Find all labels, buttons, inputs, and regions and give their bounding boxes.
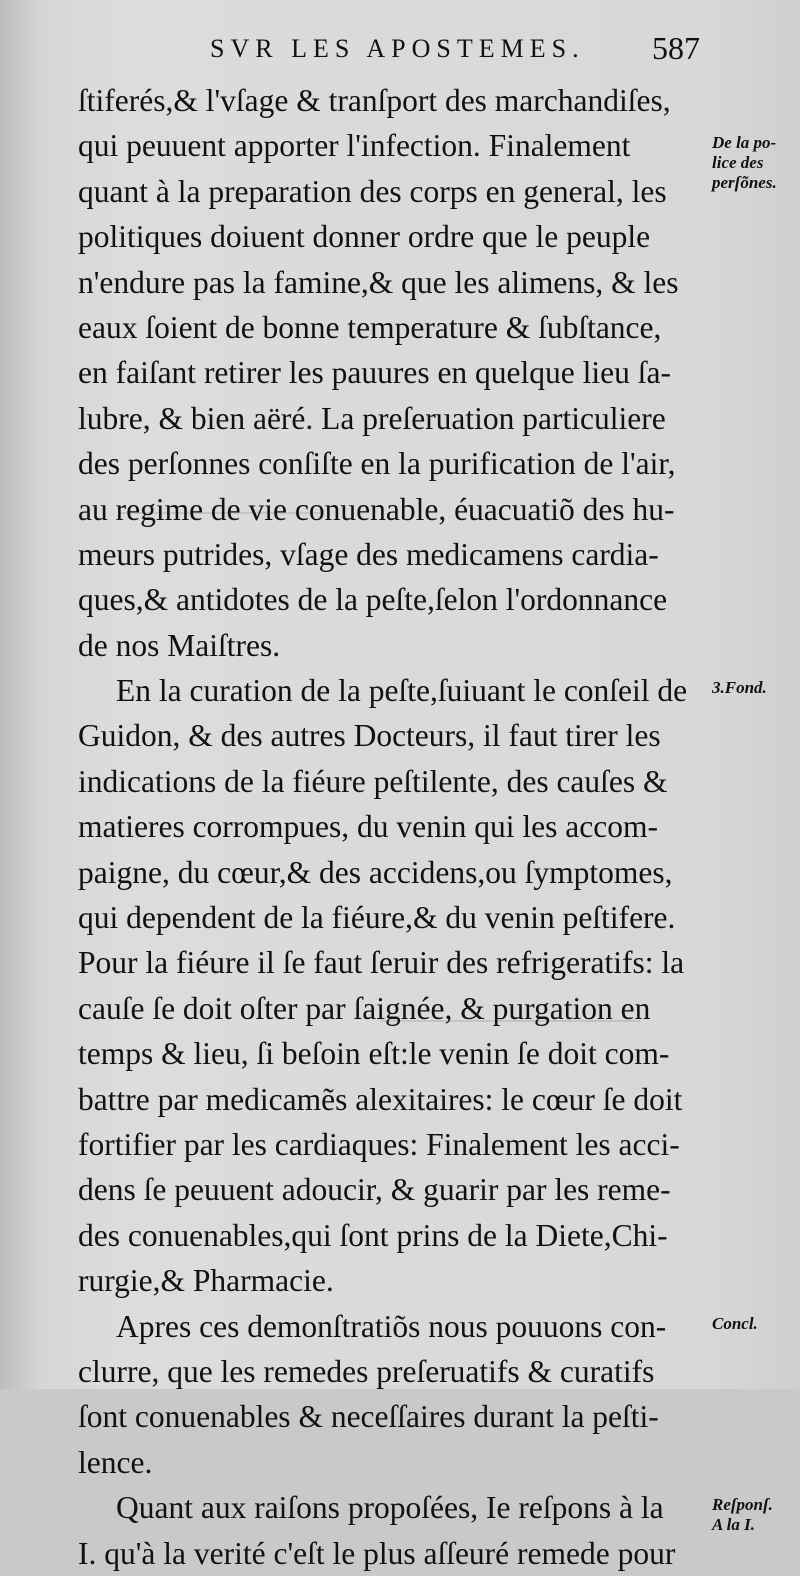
margin-note-line: Reſponſ. [712,1495,773,1515]
text-line: Pour la fiéure il ſe faut ſeruir des refrigeratifs: la [78,945,685,981]
text-line: I. qu'à la verité c'eſt le plus aſſeuré remede pour [78,1535,676,1571]
text-line: qui dependent de la fiéure,& du venin peſtifere. [78,900,676,936]
text-line: au regime de vie conuenable, éuacuatiõ des hu- [78,491,675,527]
bleed-through-mark [380,1020,640,1022]
page-number: 587 [652,30,700,66]
text-line: matieres corrompues, du venin qui les accom- [78,809,658,845]
margin-note-line: lice des [712,153,764,173]
text-line: quant à la preparation des corps en general, les [78,173,667,209]
margin-note-line: De la po- [712,133,777,153]
text-line: paigne, du cœur,& des accidens,ou ſymptomes, [78,854,673,890]
text-line: indications de la fiéure peſtilente, des cauſes & [78,763,668,799]
text-line: Apres ces demonſtratiõs nous pouuons con- [116,1308,667,1344]
text-line: fortifier par les cardiaques: Finalement les acci- [78,1126,680,1162]
text-line: cauſe ſe doit oſter par ſaignée, & purgation en [78,990,651,1026]
margin-note-line: perſõnes. [712,173,777,193]
text-line: ſont conuenables & neceſſaires durant la peſti- [78,1399,659,1435]
margin-note-line: A la I. [712,1515,755,1535]
bleed-through-mark [120,512,320,514]
text-line: de nos Maiſtres. [78,627,281,663]
text-line: en faiſant retirer les pauures en quelque lieu ſa- [78,355,671,391]
text-line: En la curation de la peſte,ſuiuant le conſeil de [116,673,688,709]
text-line: battre par medicamẽs alexitaires: le cœur ſe doit [78,1081,683,1117]
text-line: temps & lieu, ſi beſoin eſt:le venin ſe doit com- [78,1036,670,1072]
margin-note-line: 3.Fond. [712,678,767,698]
text-line: dens ſe peuuent adoucir, & guarir par les reme- [78,1172,671,1208]
text-line: Guidon, & des autres Docteurs, il faut tirer les [78,718,661,754]
text-line: ſtiferés,& l'vſage & tranſport des marchandiſes, [78,83,671,118]
text-line: rurgie,& Pharmacie. [78,1263,334,1299]
margin-note [712,133,800,193]
text-line: Quant aux raiſons propoſées, Ie reſpons à la [116,1490,664,1526]
margin-note [712,678,800,698]
text-line: qui peuuent apporter l'infection. Finalement [78,128,631,164]
margin-note [712,1495,800,1535]
text-line: meurs putrides, vſage des medicamens cardia- [78,536,659,572]
text-line: lence. [78,1444,153,1480]
text-line: eaux ſoient de bonne temperature & ſubſtance, [78,309,662,345]
text-line: politiques doiuent donner ordre que le peuple [78,219,651,255]
text-line: lubre, & bien aëré. La preſeruation particuliere [78,400,666,436]
margin-note [712,1314,800,1334]
running-header [200,30,720,74]
text-line: des conuenables,qui ſont prins de la Diete,Chi- [78,1217,668,1253]
text-line: n'endure pas la famine,& que les alimens, & les [78,264,679,300]
margin-note-line: Concl. [712,1313,758,1333]
body-text [78,78,708,1576]
text-line: ques,& antidotes de la peſte,ſelon l'ordonnance [78,582,668,618]
text-line: des perſonnes conſiſte en la purification de l'air, [78,446,676,482]
text-line: clurre, que les remedes preſeruatifs & curatifs [78,1353,655,1389]
header-title: SVR LES APOSTEMES. [210,34,585,63]
